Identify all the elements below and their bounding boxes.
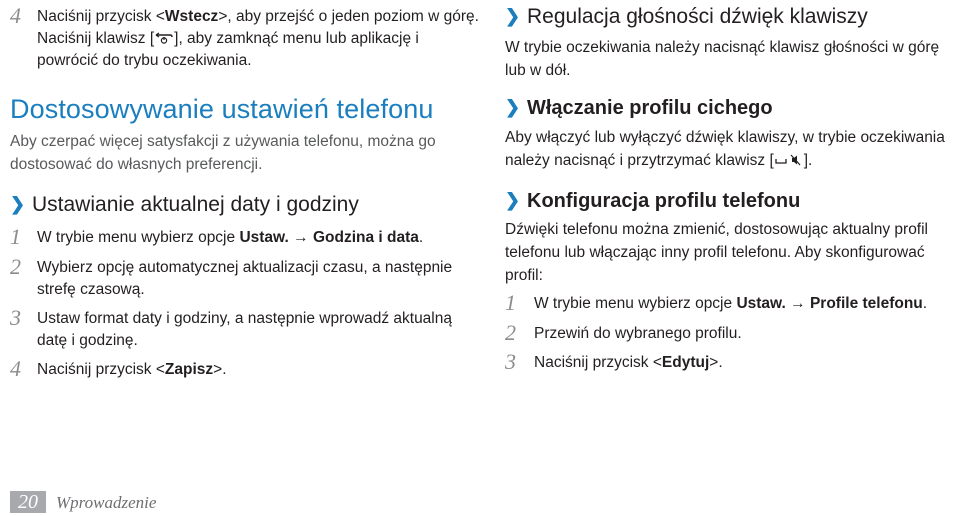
step-number: 1 bbox=[10, 224, 21, 249]
step-text: Naciśnij przycisk <Wstecz>, aby przejść o jeden poziom w górę. Naciśnij klawisz [ ], aby zamknąć menu lub aplikację i powrócić do trybu oczekiwania. bbox=[37, 8, 479, 69]
step-text: Wybierz opcję automatycznej aktualizacji czasu, a następnie strefę czasową. bbox=[37, 259, 453, 298]
section-heading-phone-profile: ❯ Konfiguracja profilu telefonu bbox=[505, 190, 801, 212]
step-number: 4 bbox=[10, 3, 21, 28]
section-heading-silent-profile: ❯ Włączanie profilu cichego bbox=[505, 97, 773, 119]
step-text: Naciśnij przycisk <Edytuj>. bbox=[534, 354, 723, 371]
step-number: 2 bbox=[10, 254, 21, 279]
step-number: 1 bbox=[505, 290, 516, 315]
section-heading-date-time: ❯ Ustawianie aktualnej daty i godziny bbox=[10, 193, 359, 216]
chevron-right-icon: ❯ bbox=[505, 190, 521, 210]
intro-text: Aby czerpać więcej satysfakcji z używania telefonu, można go dostosować do własnych preferencji. bbox=[10, 133, 436, 173]
space-silent-key-icon bbox=[774, 150, 804, 162]
chevron-right-icon: ❯ bbox=[505, 6, 521, 26]
silent-profile-text: Aby włączyć lub wyłączyć dźwięk klawiszy, w trybie oczekiwania należy nacisnąć i przytrzymać klawisz [ ]. bbox=[505, 129, 945, 169]
page-number-badge: 20 bbox=[10, 491, 46, 513]
page-title: Dostosowywanie ustawień telefonu bbox=[10, 94, 434, 124]
step-number: 4 bbox=[10, 356, 21, 381]
back-key-label: Wstecz bbox=[164, 8, 219, 25]
step-text: W trybie menu wybierz opcje Ustaw. → Profile telefonu. bbox=[534, 295, 928, 312]
step-text: W trybie menu wybierz opcje Ustaw. → Godzina i data. bbox=[37, 229, 424, 246]
chevron-right-icon: ❯ bbox=[10, 194, 26, 214]
step-text: Ustaw format daty i godziny, a następnie wprowadź aktualną datę i godzinę. bbox=[37, 310, 452, 349]
step-number: 3 bbox=[505, 349, 516, 374]
back-key-icon bbox=[154, 29, 174, 41]
step-text: Naciśnij przycisk <Zapisz>. bbox=[37, 361, 227, 378]
footer-section-name: Wprowadzenie bbox=[56, 493, 157, 512]
chevron-right-icon: ❯ bbox=[505, 97, 521, 117]
key-volume-text: W trybie oczekiwania należy nacisnąć klawisz głośności w górę lub w dół. bbox=[505, 39, 940, 79]
step-number: 2 bbox=[505, 320, 516, 345]
step-text: Przewiń do wybranego profilu. bbox=[534, 325, 742, 342]
phone-profile-text: Dźwięki telefonu można zmienić, dostosowując aktualny profil telefonu lub włączając inny profil telefonu. Aby skonfigurować profil: bbox=[505, 221, 929, 284]
step-number: 3 bbox=[10, 305, 21, 330]
section-heading-key-volume: ❯ Regulacja głośności dźwięk klawiszy bbox=[505, 5, 868, 28]
